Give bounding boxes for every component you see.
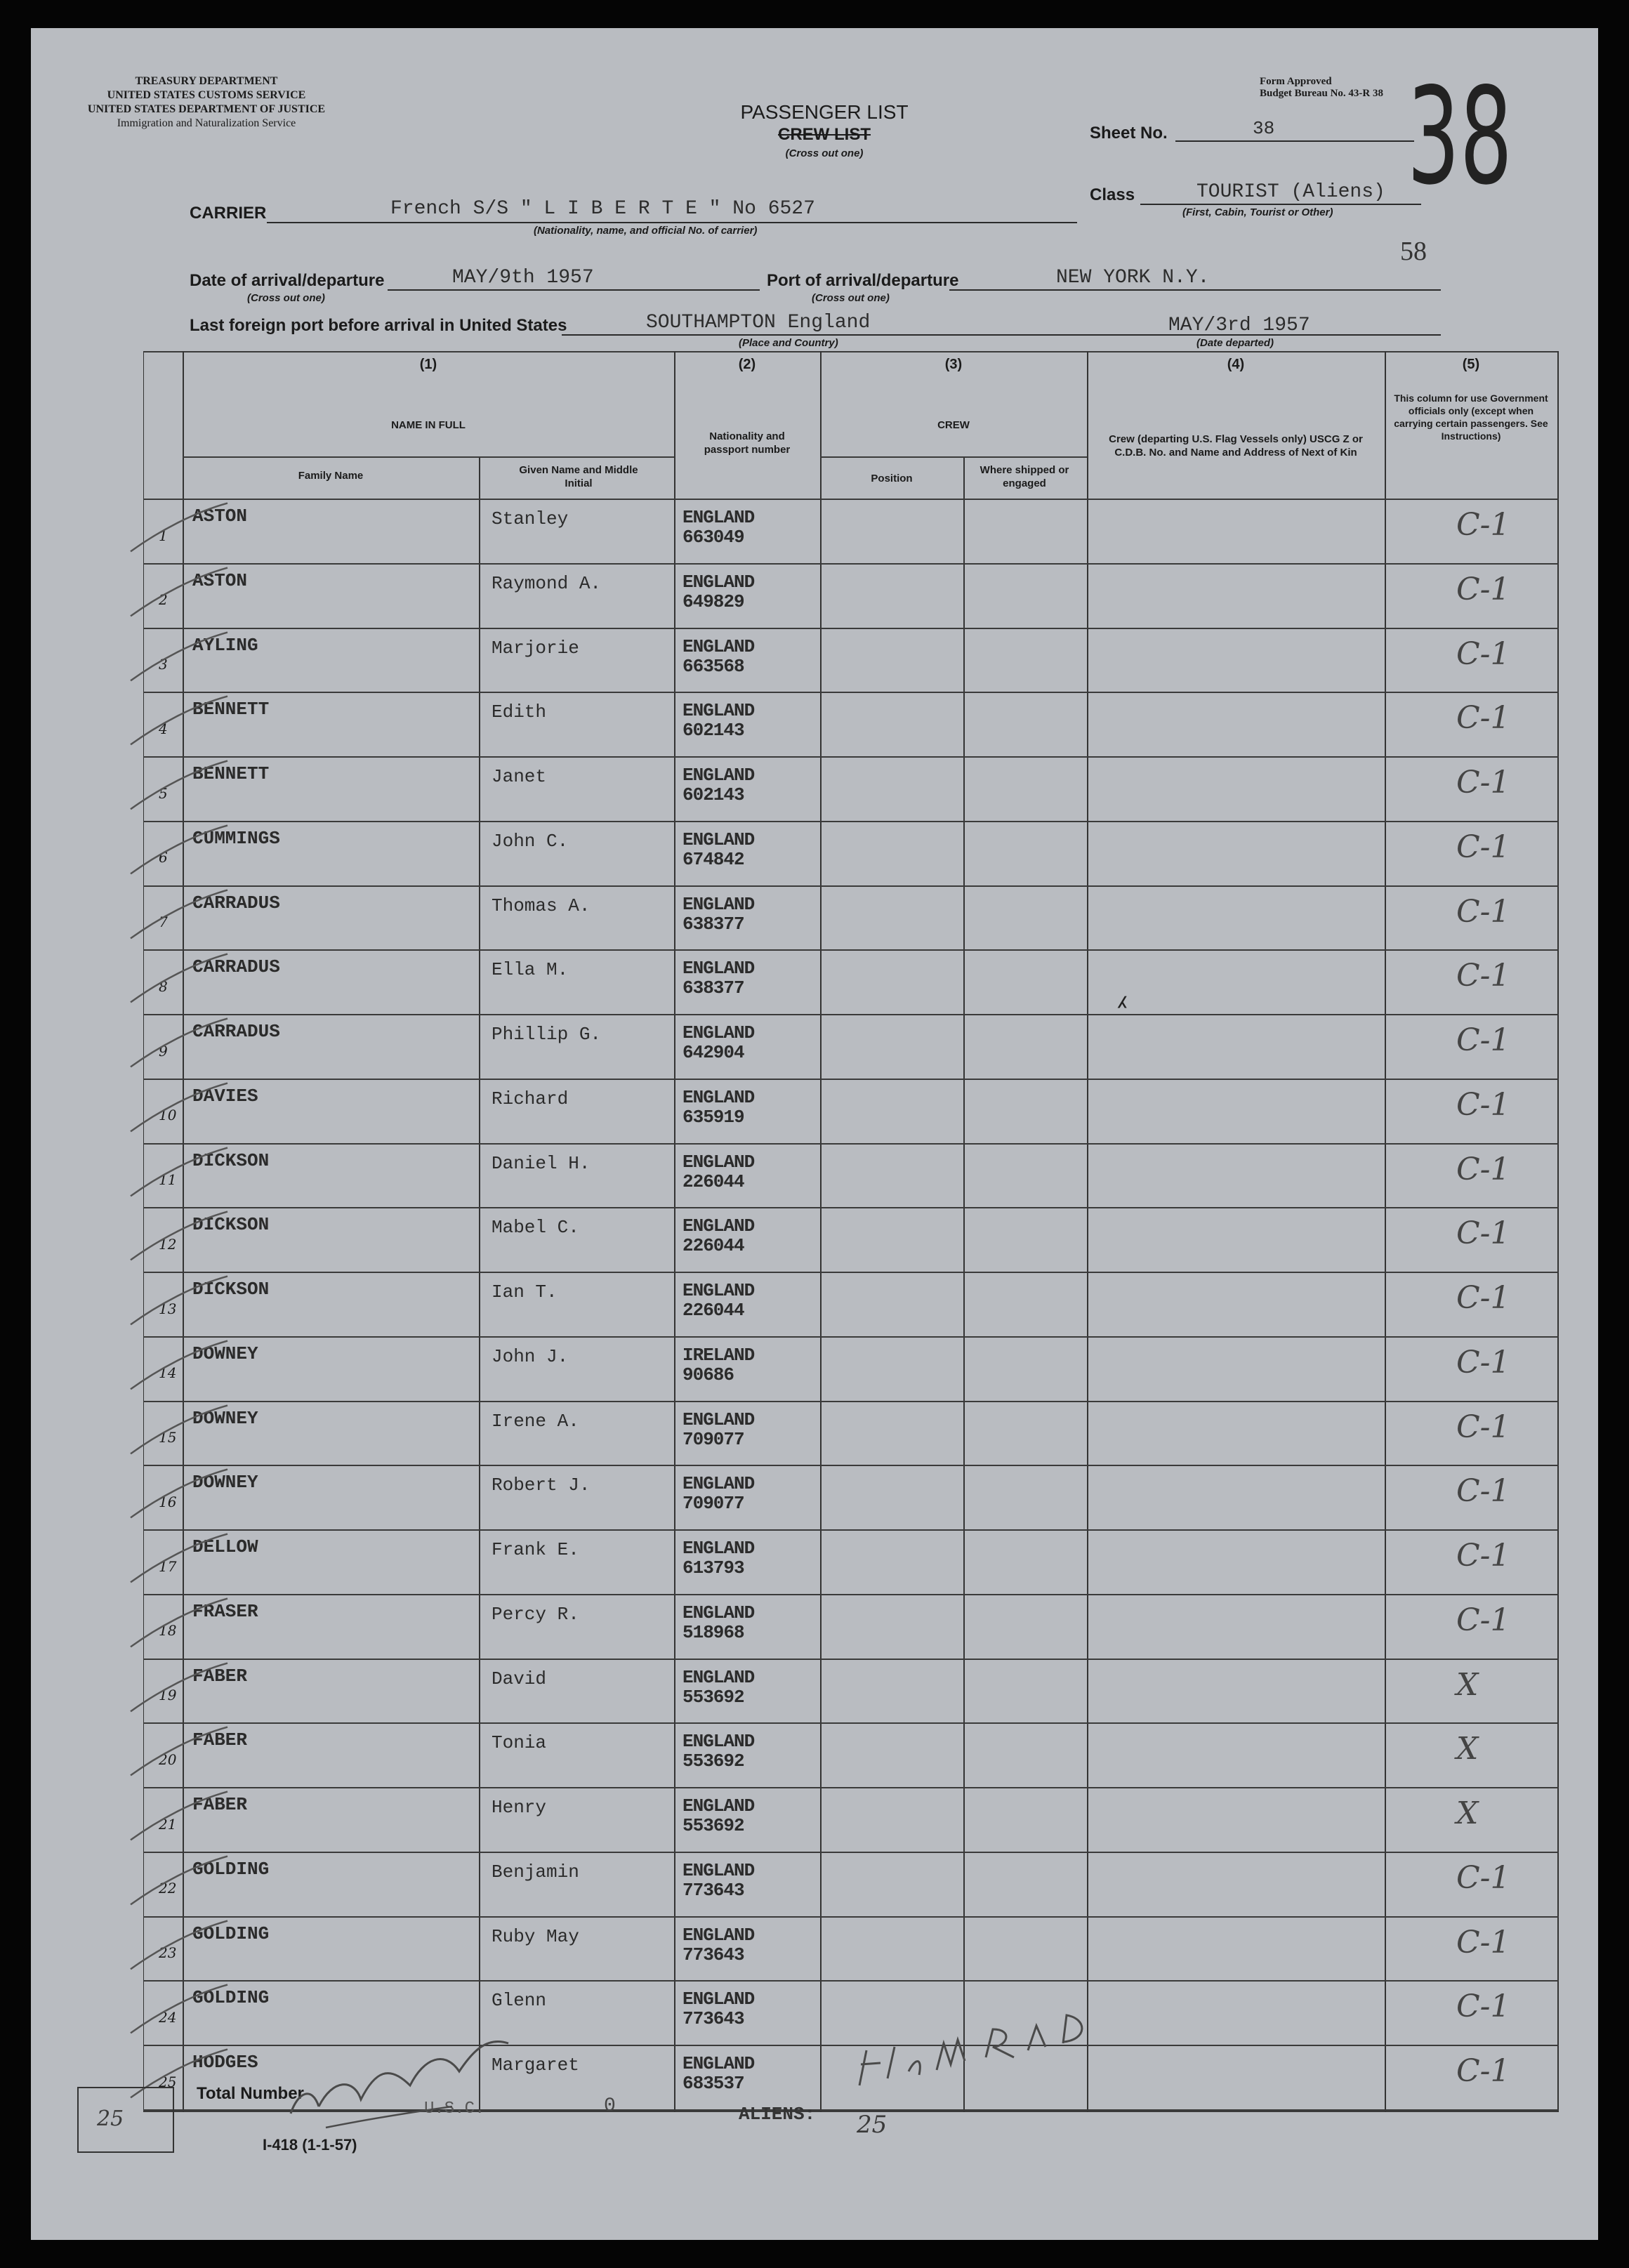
family-name: FABER xyxy=(192,1794,248,1816)
table-row xyxy=(143,1595,1559,1660)
passport-number: 649829 xyxy=(682,591,744,612)
us-c-label: U.S.C. xyxy=(424,2099,485,2118)
carrier-label: CARRIER xyxy=(190,204,267,223)
check-stroke xyxy=(129,629,235,694)
given-name: Henry xyxy=(492,1797,547,1819)
given-name: Marjorie xyxy=(492,637,579,659)
given-name: Mabel C. xyxy=(492,1217,579,1239)
family-name: HODGES xyxy=(192,2052,258,2073)
given-name-header: Given Name and Middle Initial xyxy=(519,464,638,489)
aliens-label: ALIENS: xyxy=(739,2104,816,2125)
nationality: ENGLAND xyxy=(682,1989,755,2010)
nationality: ENGLAND xyxy=(682,1602,755,1623)
official-mark: C-1 xyxy=(1456,1989,1510,2025)
cross-out-note: (Cross out one) xyxy=(785,147,864,159)
total-box xyxy=(77,2087,174,2153)
given-name: Ian T. xyxy=(492,1281,558,1303)
nationality: ENGLAND xyxy=(682,893,755,915)
table-row xyxy=(143,1918,1559,1982)
nationality: ENGLAND xyxy=(682,1666,755,1688)
official-mark: C-1 xyxy=(1456,1409,1510,1445)
family-name: BENNETT xyxy=(192,763,270,785)
family-name: DOWNEY xyxy=(192,1343,258,1364)
agency-line-4: Immigration and Naturalization Service xyxy=(117,117,296,129)
official-mark: C-1 xyxy=(1456,571,1510,607)
nationality: ENGLAND xyxy=(682,1924,755,1946)
passport-number: 553692 xyxy=(682,1686,744,1708)
official-mark: C-1 xyxy=(1456,893,1510,930)
official-mark: C-1 xyxy=(1456,1924,1510,1960)
official-mark: C-1 xyxy=(1456,829,1510,865)
nationality: ENGLAND xyxy=(682,1086,755,1108)
row-number: 10 xyxy=(159,1107,177,1124)
carrier-caption: (Nationality, name, and official No. of carrier) xyxy=(534,225,758,237)
nationality: ENGLAND xyxy=(682,1022,755,1044)
row-number: 15 xyxy=(159,1429,177,1446)
family-name: CUMMINGS xyxy=(192,827,280,849)
given-name: Irene A. xyxy=(492,1410,579,1432)
check-stroke xyxy=(129,1466,235,1531)
check-stroke xyxy=(129,1015,235,1080)
table-row xyxy=(143,1338,1559,1402)
check-stroke xyxy=(129,951,235,1015)
port-value: NEW YORK N.Y. xyxy=(1056,267,1210,289)
carrier-value: French S/S " L I B E R T E " No 6527 xyxy=(390,198,815,220)
official-mark: C-1 xyxy=(1456,2053,1510,2090)
form-title-struck: CREW LIST xyxy=(778,125,871,144)
given-name: Janet xyxy=(492,766,547,788)
row-number: 22 xyxy=(159,1880,177,1897)
official-mark: C-1 xyxy=(1456,700,1510,737)
table-body xyxy=(143,500,1559,2111)
nationality: ENGLAND xyxy=(682,958,755,980)
table-row xyxy=(143,1080,1559,1145)
class-caption: (First, Cabin, Tourist or Other) xyxy=(1182,206,1333,218)
nationality: ENGLAND xyxy=(682,1795,755,1817)
official-mark: C-1 xyxy=(1456,1215,1510,1252)
agency-line-3: UNITED STATES DEPARTMENT OF JUSTICE xyxy=(87,103,326,115)
nationality: ENGLAND xyxy=(682,1151,755,1173)
given-name: Percy R. xyxy=(492,1603,579,1625)
row-number: 5 xyxy=(159,784,168,802)
table-row xyxy=(143,822,1559,887)
col2-title: Nationality and passport number xyxy=(704,430,791,456)
check-stroke xyxy=(129,500,235,565)
given-name: Tonia xyxy=(492,1732,547,1754)
passport-number: 553692 xyxy=(682,1751,744,1772)
table-row xyxy=(143,951,1559,1015)
table-row xyxy=(143,1531,1559,1595)
table-row xyxy=(143,1660,1559,1725)
col4-title: Crew (departing U.S. Flag Vessels only) USCG Z or C.D.B. No. and Name and Address of Next of Kin xyxy=(1109,433,1363,459)
official-mark: C-1 xyxy=(1456,635,1510,672)
header-subline-crew xyxy=(820,456,1087,458)
sheet-underline xyxy=(1175,140,1414,142)
official-mark: C-1 xyxy=(1456,507,1510,543)
row-number: 1 xyxy=(159,527,168,544)
check-stroke xyxy=(129,1724,235,1788)
check-stroke xyxy=(129,1531,235,1595)
official-mark: C-1 xyxy=(1456,1151,1510,1187)
table-row xyxy=(143,693,1559,758)
official-mark: X xyxy=(1456,1795,1479,1832)
class-underline xyxy=(1140,204,1421,205)
given-name: Richard xyxy=(492,1088,569,1109)
col4-number: (4) xyxy=(1227,357,1245,372)
given-name: David xyxy=(492,1668,547,1689)
check-stroke xyxy=(129,758,235,822)
check-stroke xyxy=(129,1402,235,1467)
total-box-value: 25 xyxy=(97,2107,124,2131)
check-stroke xyxy=(129,1595,235,1660)
check-stroke xyxy=(129,1660,235,1725)
passport-number: 663568 xyxy=(682,655,744,677)
form-approved-line-2: Budget Bureau No. 43-R 38 xyxy=(1260,88,1383,99)
check-stroke xyxy=(129,1080,235,1145)
table-row xyxy=(143,1145,1559,1209)
passport-number: 773643 xyxy=(682,1879,744,1901)
check-stroke xyxy=(129,1788,235,1853)
col2-number: (2) xyxy=(738,357,756,372)
passport-number: 674842 xyxy=(682,848,744,870)
class-value: TOURIST (Aliens) xyxy=(1196,181,1385,203)
row-number: 8 xyxy=(159,977,168,995)
nationality: ENGLAND xyxy=(682,571,755,593)
carrier-underline xyxy=(267,222,1077,223)
given-name: Stanley xyxy=(492,508,569,529)
passport-number: 642904 xyxy=(682,1042,744,1064)
passport-number: 602143 xyxy=(682,784,744,806)
port-underline xyxy=(949,289,1441,291)
table-row xyxy=(143,758,1559,822)
nationality: ENGLAND xyxy=(682,1215,755,1237)
table-row xyxy=(143,1788,1559,1853)
nationality: ENGLAND xyxy=(682,1538,755,1560)
official-mark: C-1 xyxy=(1456,1473,1510,1510)
check-stroke xyxy=(129,1982,235,2046)
sheet-value: 38 xyxy=(1253,118,1275,139)
lastport-label: Last foreign port before arrival in United States xyxy=(190,316,567,335)
form-approved-line-1: Form Approved xyxy=(1260,76,1332,87)
total-number-label: Total Number xyxy=(197,2084,304,2103)
where-shipped-header: Where shipped or engaged xyxy=(980,464,1069,489)
given-name: Glenn xyxy=(492,1990,547,2012)
family-name: GOLDING xyxy=(192,1987,270,2009)
given-name: Ruby May xyxy=(492,1925,579,1947)
header-subline-name xyxy=(183,456,674,458)
row-number: 19 xyxy=(159,1687,177,1704)
passport-number: 709077 xyxy=(682,1493,744,1515)
family-name: AYLING xyxy=(192,634,258,656)
table-row xyxy=(143,1273,1559,1338)
official-mark: X xyxy=(1456,1731,1479,1767)
form-number: I-418 (1-1-57) xyxy=(263,2136,357,2154)
departed-caption: (Date departed) xyxy=(1196,337,1274,349)
col3-number: (3) xyxy=(944,357,963,372)
agency-line-2: UNITED STATES CUSTOMS SERVICE xyxy=(107,89,306,101)
official-mark: C-1 xyxy=(1456,1086,1510,1123)
official-mark: X xyxy=(1456,1666,1479,1703)
agency-line-1: TREASURY DEPARTMENT xyxy=(135,75,278,87)
row-number: 24 xyxy=(159,2009,177,2026)
official-mark: C-1 xyxy=(1456,1859,1510,1896)
passport-number: 518968 xyxy=(682,1621,744,1643)
lastport-caption: (Place and Country) xyxy=(739,337,838,349)
table-row xyxy=(143,887,1559,951)
lastport-value: SOUTHAMPTON England xyxy=(646,312,871,334)
row-number: 14 xyxy=(159,1364,177,1382)
date-underline xyxy=(388,289,760,291)
form-title: PASSENGER LIST xyxy=(740,101,909,123)
nationality: ENGLAND xyxy=(682,700,755,722)
nationality: ENGLAND xyxy=(682,1731,755,1753)
nationality: ENGLAND xyxy=(682,1473,755,1495)
family-name: CARRADUS xyxy=(192,1021,280,1043)
col1-title: NAME IN FULL xyxy=(391,419,466,431)
passport-number: 773643 xyxy=(682,1944,744,1965)
sheet-label: Sheet No. xyxy=(1090,124,1168,143)
official-mark: C-1 xyxy=(1456,958,1510,994)
official-mark: C-1 xyxy=(1456,1344,1510,1380)
family-name: FRASER xyxy=(192,1600,258,1622)
official-mark: C-1 xyxy=(1456,1280,1510,1317)
check-stroke xyxy=(129,1208,235,1273)
official-mark: C-1 xyxy=(1456,1602,1510,1638)
given-name: John J. xyxy=(492,1345,569,1367)
passport-number: 226044 xyxy=(682,1235,744,1257)
table-row xyxy=(143,565,1559,629)
passport-number: 226044 xyxy=(682,1300,744,1321)
family-name: CARRADUS xyxy=(192,892,280,914)
family-name: DOWNEY xyxy=(192,1472,258,1494)
row-number: 21 xyxy=(159,1815,177,1833)
table-row xyxy=(143,1015,1559,1080)
passport-number: 635919 xyxy=(682,1106,744,1128)
given-name: Frank E. xyxy=(492,1539,579,1561)
family-name: BENNETT xyxy=(192,699,270,720)
table-row xyxy=(143,1208,1559,1273)
check-stroke xyxy=(129,1338,235,1402)
table-top-border xyxy=(143,351,1559,352)
row-number: 3 xyxy=(159,656,168,673)
family-name: ASTON xyxy=(192,569,248,591)
given-name: Thomas A. xyxy=(492,895,591,916)
position-header: Position xyxy=(871,473,913,484)
official-mark: C-1 xyxy=(1456,1538,1510,1574)
passport-number: 773643 xyxy=(682,2008,744,2030)
passport-number: 638377 xyxy=(682,913,744,935)
passport-number: 602143 xyxy=(682,720,744,741)
table-row xyxy=(143,1402,1559,1467)
row-number: 17 xyxy=(159,1557,177,1575)
col5-title: This column for use Government officials only (except when carrying certain passengers. See Instructions) xyxy=(1394,393,1548,442)
table-row xyxy=(143,1853,1559,1918)
row-number: 13 xyxy=(159,1300,177,1317)
nationality: ENGLAND xyxy=(682,765,755,786)
family-name: GOLDING xyxy=(192,1858,270,1880)
given-name: Raymond A. xyxy=(492,572,602,594)
given-name: Benjamin xyxy=(492,1861,579,1883)
port-caption: (Cross out one) xyxy=(812,292,890,304)
row-number: 25 xyxy=(159,2073,177,2090)
check-stroke xyxy=(129,1145,235,1209)
row-number: 16 xyxy=(159,1493,177,1510)
passport-number: 663049 xyxy=(682,527,744,548)
given-name: Margaret xyxy=(492,2055,579,2076)
passport-number: 226044 xyxy=(682,1171,744,1192)
col3-title: CREW xyxy=(937,419,970,431)
family-name: FABER xyxy=(192,1665,248,1687)
check-stroke xyxy=(129,1853,235,1918)
passport-number: 638377 xyxy=(682,977,744,999)
date-value: MAY/9th 1957 xyxy=(452,267,594,289)
table-row xyxy=(143,500,1559,565)
row-number: 2 xyxy=(159,591,168,609)
passenger-table xyxy=(143,351,1559,2112)
handwritten-signature xyxy=(277,2008,529,2135)
row-number: 20 xyxy=(159,1751,177,1768)
nationality: IRELAND xyxy=(682,1344,755,1366)
passport-number: 683537 xyxy=(682,2073,744,2095)
given-name: Ella M. xyxy=(492,959,569,981)
check-stroke xyxy=(129,693,235,758)
given-name: Phillip G. xyxy=(492,1024,602,1046)
check-stroke xyxy=(129,1273,235,1338)
table-row xyxy=(143,1466,1559,1531)
nationality: ENGLAND xyxy=(682,2053,755,2075)
family-name: DICKSON xyxy=(192,1214,270,1236)
official-mark: C-1 xyxy=(1456,1022,1510,1059)
row-number: 18 xyxy=(159,1622,177,1640)
date-caption: (Cross out one) xyxy=(247,292,325,304)
family-name: DOWNEY xyxy=(192,1407,258,1429)
check-stroke xyxy=(129,822,235,887)
col5-number: (5) xyxy=(1462,357,1480,372)
row-number: 12 xyxy=(159,1235,177,1253)
family-name: ASTON xyxy=(192,506,248,527)
family-name: FABER xyxy=(192,1729,248,1751)
family-name: DELLOW xyxy=(192,1536,258,1558)
us-c-value: 0 xyxy=(604,2095,616,2117)
family-name: CARRADUS xyxy=(192,956,280,978)
table-row xyxy=(143,629,1559,694)
family-name: DAVIES xyxy=(192,1085,258,1107)
date-label: Date of arrival/departure xyxy=(190,271,385,290)
agency-block xyxy=(73,74,340,131)
passport-number: 613793 xyxy=(682,1557,744,1579)
table-row xyxy=(143,1724,1559,1788)
nationality: ENGLAND xyxy=(682,829,755,850)
official-mark: C-1 xyxy=(1456,765,1510,801)
form-approved xyxy=(1260,76,1383,100)
given-name: Robert J. xyxy=(492,1475,591,1496)
given-name: Daniel H. xyxy=(492,1152,591,1174)
family-name-header: Family Name xyxy=(298,470,364,482)
row-number: 4 xyxy=(159,720,168,737)
check-stroke xyxy=(129,887,235,951)
departed-value: MAY/3rd 1957 xyxy=(1168,315,1310,336)
nationality: ENGLAND xyxy=(682,1280,755,1302)
check-stroke xyxy=(129,565,235,629)
passport-number: 553692 xyxy=(682,1815,744,1837)
family-name: GOLDING xyxy=(192,1923,270,1944)
row-number: 23 xyxy=(159,1944,177,1962)
family-name: DICKSON xyxy=(192,1149,270,1171)
passport-number: 90686 xyxy=(682,1364,734,1385)
document-sheet xyxy=(31,28,1598,2240)
passport-number: 709077 xyxy=(682,1428,744,1450)
port-label: Port of arrival/departure xyxy=(767,271,959,290)
aliens-value: 25 xyxy=(857,2111,888,2139)
given-name: John C. xyxy=(492,830,569,852)
stray-mark-row8: ⁁ xyxy=(1119,981,1126,1008)
row-number: 9 xyxy=(159,1042,168,1060)
col1-number: (1) xyxy=(419,357,437,372)
handwritten-annotation xyxy=(852,1987,1091,2092)
big-sheet-number: 38 xyxy=(1407,59,1512,214)
row-number: 7 xyxy=(159,914,168,931)
lastport-underline xyxy=(562,334,1067,336)
family-name: DICKSON xyxy=(192,1279,270,1300)
row-number: 6 xyxy=(159,849,168,866)
nationality: ENGLAND xyxy=(682,635,755,657)
nationality: ENGLAND xyxy=(682,1409,755,1430)
check-stroke xyxy=(129,1918,235,1982)
class-label: Class xyxy=(1090,185,1135,204)
stamp-number: 58 xyxy=(1400,237,1427,266)
given-name: Edith xyxy=(492,701,547,723)
nationality: ENGLAND xyxy=(682,507,755,528)
nationality: ENGLAND xyxy=(682,1859,755,1881)
row-number: 11 xyxy=(159,1171,177,1189)
